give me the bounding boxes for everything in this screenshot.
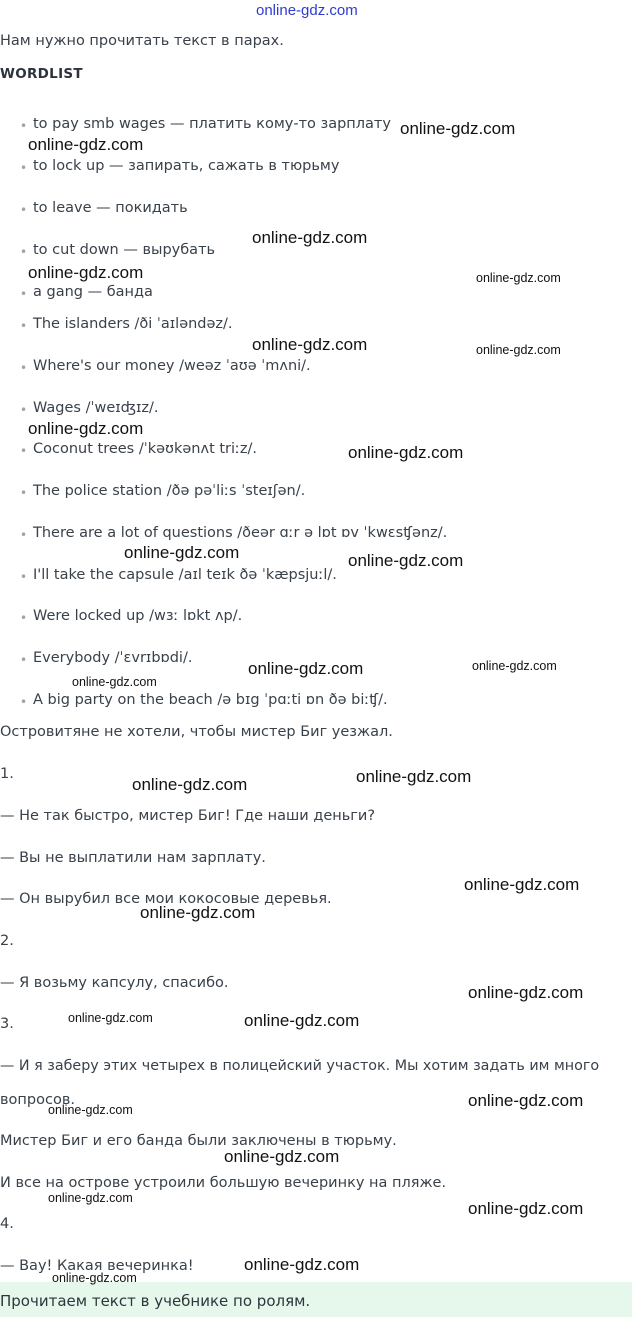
bullet-icon: •	[20, 486, 28, 500]
watermark: online-gdz.com	[52, 1271, 137, 1285]
watermark: online-gdz.com	[356, 767, 472, 786]
wordlist-item: to lock up — запирать, сажать в тюрьму	[33, 158, 340, 174]
bullet-icon: •	[20, 611, 28, 625]
story-number: 4.	[0, 1216, 14, 1232]
watermark: online-gdz.com	[132, 775, 248, 794]
watermark: online-gdz.com	[48, 1103, 133, 1117]
story-number: 3.	[0, 1016, 14, 1032]
story-line: Мистер Биг и его банда были заключены в тюрьму.	[0, 1133, 397, 1149]
watermark: online-gdz.com	[244, 1011, 360, 1030]
watermark: online-gdz.com	[248, 659, 364, 678]
story-line: — И я заберу этих четырех в полицейский участок. Мы хотим задать им много	[0, 1058, 600, 1074]
bullet-icon: •	[20, 245, 28, 259]
bullet-icon: •	[20, 570, 28, 584]
watermark: online-gdz.com	[252, 228, 368, 247]
wordlist-item: to cut down — вырубать	[33, 242, 216, 258]
footer-note: Прочитаем текст в учебнике по ролям.	[0, 1292, 311, 1310]
wordlist-item: There are a lot of questions /ðeәr ɑːr ә lɒt ɒv ˈkwɛsʧәnz/.	[33, 525, 448, 541]
bullet-icon: •	[20, 403, 28, 417]
wordlist-item: Everybody /ˈɛvrɪbɒdi/.	[33, 650, 193, 666]
bullet-icon: •	[20, 653, 28, 667]
bullet-icon: •	[20, 695, 28, 709]
wordlist-heading: WORDLIST	[0, 66, 83, 82]
story-line: — Он вырубил все мои кокосовые деревья.	[0, 891, 332, 907]
bullet-icon: •	[20, 287, 28, 301]
watermark: online-gdz.com	[468, 983, 584, 1002]
watermark: online-gdz.com	[28, 419, 144, 438]
bullet-icon: •	[20, 319, 28, 333]
footer-note-box	[0, 1282, 632, 1317]
bullet-icon: •	[20, 161, 28, 175]
wordlist-item: Wages /ˈweɪʤɪz/.	[33, 400, 159, 416]
watermark: online-gdz.com	[472, 659, 557, 673]
watermark: online-gdz.com	[476, 271, 561, 285]
watermark: online-gdz.com	[68, 1011, 153, 1025]
watermark: online-gdz.com	[244, 1255, 360, 1274]
wordlist-item: I'll take the capsule /aɪl teɪk ðә ˈkæpsjuːl/.	[33, 567, 337, 583]
watermark: online-gdz.com	[28, 135, 144, 154]
bullet-icon: •	[20, 203, 28, 217]
watermark: online-gdz.com	[400, 119, 516, 138]
watermark: online-gdz.com	[252, 335, 368, 354]
watermark: online-gdz.com	[464, 875, 580, 894]
watermark: online-gdz.com	[124, 543, 240, 562]
story-line: И все на острове устроили большую вечеринку на пляже.	[0, 1175, 447, 1191]
wordlist-item: Were locked up /wɜː lɒkt ʌp/.	[33, 608, 243, 624]
wordlist-item: The islanders /ði ˈaɪlәndәz/.	[33, 316, 233, 332]
watermark: online-gdz.com	[224, 1147, 340, 1166]
wordlist-item: Where's our money /weәz ˈaʊә ˈmʌni/.	[33, 358, 311, 374]
story-number: 1.	[0, 766, 14, 782]
intro-text: Нам нужно прочитать текст в парах.	[0, 33, 284, 49]
wordlist-item: The police station /ðә pәˈliːs ˈsteɪʃәn/.	[33, 483, 306, 499]
wordlist-item: to pay smb wages — платить кому-то зарплату	[33, 116, 391, 132]
watermark: online-gdz.com	[48, 1191, 133, 1205]
watermark: online-gdz.com	[348, 551, 464, 570]
watermark: online-gdz.com	[468, 1091, 584, 1110]
story-number: 2.	[0, 933, 14, 949]
wordlist-item: A big party on the beach /ә bɪg ˈpɑːti ɒn ðә biːʧ/.	[33, 692, 388, 708]
story-line: — Вы не выплатили нам зарплату.	[0, 850, 266, 866]
site-header-link[interactable]: online-gdz.com	[256, 2, 358, 19]
watermark: online-gdz.com	[348, 443, 464, 462]
story-line: Островитяне не хотели, чтобы мистер Биг уезжал.	[0, 724, 393, 740]
story-line: — Я возьму капсулу, спасибо.	[0, 975, 229, 991]
bullet-icon: •	[20, 119, 28, 133]
wordlist-item: to leave — покидать	[33, 200, 188, 216]
watermark: online-gdz.com	[476, 343, 561, 357]
wordlist-item: Coconut trees /ˈkәʊkәnʌt triːz/.	[33, 441, 258, 457]
watermark: online-gdz.com	[140, 903, 256, 922]
watermark: online-gdz.com	[28, 263, 144, 282]
wordlist-item: a gang — банда	[33, 284, 153, 300]
bullet-icon: •	[20, 361, 28, 375]
bullet-icon: •	[20, 444, 28, 458]
story-line: — Вау! Какая вечеринка!	[0, 1258, 194, 1274]
story-line: вопросов.	[0, 1092, 75, 1108]
watermark: online-gdz.com	[468, 1199, 584, 1218]
bullet-icon: •	[20, 528, 28, 542]
story-line: — Не так быстро, мистер Биг! Где наши деньги?	[0, 808, 376, 824]
watermark: online-gdz.com	[72, 675, 157, 689]
